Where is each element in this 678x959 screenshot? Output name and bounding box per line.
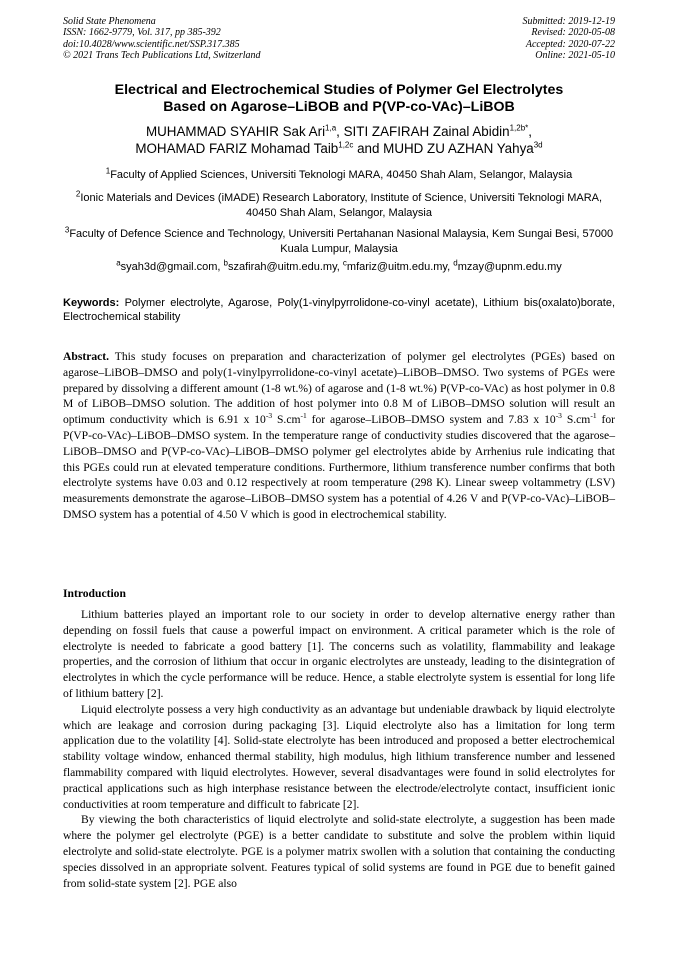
email-link[interactable]: szafirah@uitm.edu.my: [228, 261, 337, 273]
paragraph: Liquid electrolyte possess a very high conductivity as an advantage but undeniable drawback by liquid electrolyte which are leakage and corrosion during packaging [3]. Liquid electrolyte also has a limitation for long term application due to the volatility [4]. Solid-state electrolyte has been introduced and proposed a better electrochemical stability voltage window, enhanced thermal stability, high modulus, high lithium transference number and lessened flammability compared with liquid electrolytes. However, several disadvantages were found in solid electrolytes for practical applications such as high interphase resistance between the electrode/electrolyte contact, insufficient ionic conductivities at room temperature and difficult to fabricate [2].: [63, 702, 615, 811]
keywords-text: Polymer electrolyte, Agarose, Poly(1-vinylpyrrolidone-co-vinyl acetate), Lithium bis(oxalato)borate, Electrochemical stability: [63, 297, 616, 324]
introduction-body: [63, 607, 615, 891]
abstract-text: S.cm: [272, 413, 301, 427]
affiliation-2: [63, 191, 615, 220]
author-sup: 1,a: [325, 123, 337, 133]
submitted-date: Submitted: 2019-12-19: [522, 16, 615, 27]
issn-line: ISSN: 1662-9779, Vol. 317, pp 385-392: [63, 27, 221, 39]
email-link[interactable]: mzay@upnm.edu.my: [457, 261, 562, 273]
affiliation-sup: 1: [105, 166, 111, 176]
copyright-line: © 2021 Trans Tech Publications Ltd, Switzerland: [63, 50, 261, 62]
email-link[interactable]: mfariz@uitm.edu.my: [346, 261, 448, 273]
email-sup: a: [116, 258, 121, 268]
affiliation-sup: 3: [64, 225, 70, 235]
journal-header-right: [523, 16, 616, 62]
accepted-date: Accepted: 2020-07-22: [525, 38, 615, 50]
author-sup: 1,2c: [338, 140, 354, 150]
exponent: -3: [555, 411, 562, 421]
section-heading: Introduction: [63, 587, 126, 600]
author-sup: 1,2b*: [509, 123, 529, 133]
email-sup: d: [453, 258, 458, 268]
affiliation-text: Faculty of Defence Science and Technology, Universiti Pertahanan Nasional Malaysia, Kem Sungai Besi, 57000 Kuala Lumpur, Malaysia: [69, 228, 614, 255]
affiliation-1: [63, 168, 615, 183]
author-name: MUHD ZU AZHAN Yahya: [383, 141, 534, 156]
title-line-1: Electrical and Electrochemical Studies of Polymer Gel Electrolytes: [114, 82, 564, 98]
abstract-text: for P(VP-co-VAc)–LiBOB–DMSO system. In the temperature range of conductivity studies discovered that the agarose–LiBOB–DMSO and P(VP-co-VAc)–LiBOB–DMSO polymer gel electrolytes abide by Arrhenius rule indicating that this PGEs could run at elevated temperature conditions. Furthermore, lithium transference number confirms that both electrolyte systems have 0.03 and 0.12 respectively at room temperature (298 K). Linear sweep voltammetry (LSV) measurements demonstrate the agarose–LiBOB–DMSO system has a potential of 4.26 V and P(VP-co-VAc)–LiBOB–DMSO system has a potential of 4.50 V which is good in electrochemical stability.: [63, 413, 615, 521]
author-name: SITI ZAFIRAH Zainal Abidin: [343, 124, 510, 139]
title-line-2: Based on Agarose–LiBOB and P(VP-co-VAc)–LiBOB: [163, 99, 515, 115]
paragraph: Lithium batteries played an important role to our society in order to develop alternative energy rather than depending on fossil fuels that cause a powerful impact on environment. A critical parameter which is the role of electrolyte is needed to fabricate a good battery [1]. The concerns such as volatility, flammability and leakage properties, and the corrosion of lithium that occur in organic electrolytes are unsteady, leading to the disintegration of electrolytes in which the cycle performance will be reduce. Hence, a stable electrolyte system is essential for long life of lithium battery [2].: [63, 608, 615, 700]
author-sup: 3d: [533, 140, 543, 150]
exponent: -3: [265, 411, 273, 421]
affiliation-text: Ionic Materials and Devices (iMADE) Research Laboratory, Institute of Science, Universiti Teknologi MARA, 40450 Shah Alam, Selangor, Malaysia: [80, 192, 603, 219]
online-date: Online: 2021-05-10: [535, 50, 615, 62]
exponent: -1: [590, 411, 597, 421]
paragraph: By viewing the both characteristics of liquid electrolyte and solid-state electrolyte, a suggestion has been made where the polymer gel electrolyte (PGE) is a better candidate to substitute and solve the problem within liquid electrolyte and solid-state electrolyte. PGE is a polymer matrix swollen with a solution that containing the conducting species dissolved in an appropriate solvent. Features typical of solid systems are found in PGE due to benefit gained from solid-state system [2]. PGE also: [63, 813, 615, 890]
abstract-text: S.cm: [561, 413, 591, 427]
author-name: MUHAMMAD SYAHIR Sak Ari: [145, 124, 326, 139]
keywords-block: [63, 296, 615, 324]
author-name: MOHAMAD FARIZ Mohamad Taib: [135, 141, 339, 156]
author-list: MUHAMMAD SYAHIR Sak Ari$^{1,a}$, SITI ZAFIRAH Zainal Abidin$^{1,2b*}$, MOHAMAD FARIZ Mohamad Taib$^{1,2c}$ and MUHD ZU AZHAN Yahya$^{3d}$: [135, 123, 543, 156]
affiliation-text: Faculty of Applied Sciences, Universiti Teknologi MARA, 40450 Shah Alam, Selangor, Malaysia: [110, 169, 573, 181]
email-sup: c: [342, 258, 347, 268]
abstract-label: Abstract.: [63, 350, 110, 363]
email-sup: b: [223, 258, 228, 268]
keywords-label: Keywords:: [63, 297, 120, 309]
affiliation-sup: 2: [75, 189, 81, 199]
journal-name: Solid State Phenomena: [63, 16, 156, 27]
email-list: $^a$syah3d@gmail.com, $^b$szafirah@uitm.edu.my, $^c$mfariz@uitm.edu.my, $^d$mzay@upnm.edu.my: [116, 258, 562, 273]
exponent: -1: [300, 411, 307, 421]
revised-date: Revised: 2020-05-08: [531, 27, 615, 39]
email-link[interactable]: syah3d@gmail.com: [120, 261, 218, 273]
doi-line: doi:10.4028/www.scientific.net/SSP.317.385: [63, 38, 240, 50]
affiliation-3: [63, 227, 615, 256]
abstract-block: [63, 349, 615, 523]
paper-title: [63, 82, 615, 116]
abstract-text: for agarose–LiBOB–DMSO system and 7.83 x 10: [306, 413, 556, 427]
abstract-text: This study focuses on preparation and characterization of polymer gel electrolytes (PGEs) based on agarose–LiBOB–DMSO and poly(1-vinylpyrrolidone-co-vinyl acetate)–LiBOB–DMSO. Two systems of PGEs were prepared by dissolving a different amount (1-8 wt.%) of agarose and (1-8 wt.%) P(VP-co-VAc) as host polymer in 0.8 M of LiBOB–DMSO solution. The addition of host polymer into 0.8 M of LiBOB–DMSO solution will result an optimum conductivity which is 6.91 x 10: [63, 350, 615, 427]
journal-header-left: [63, 16, 261, 62]
